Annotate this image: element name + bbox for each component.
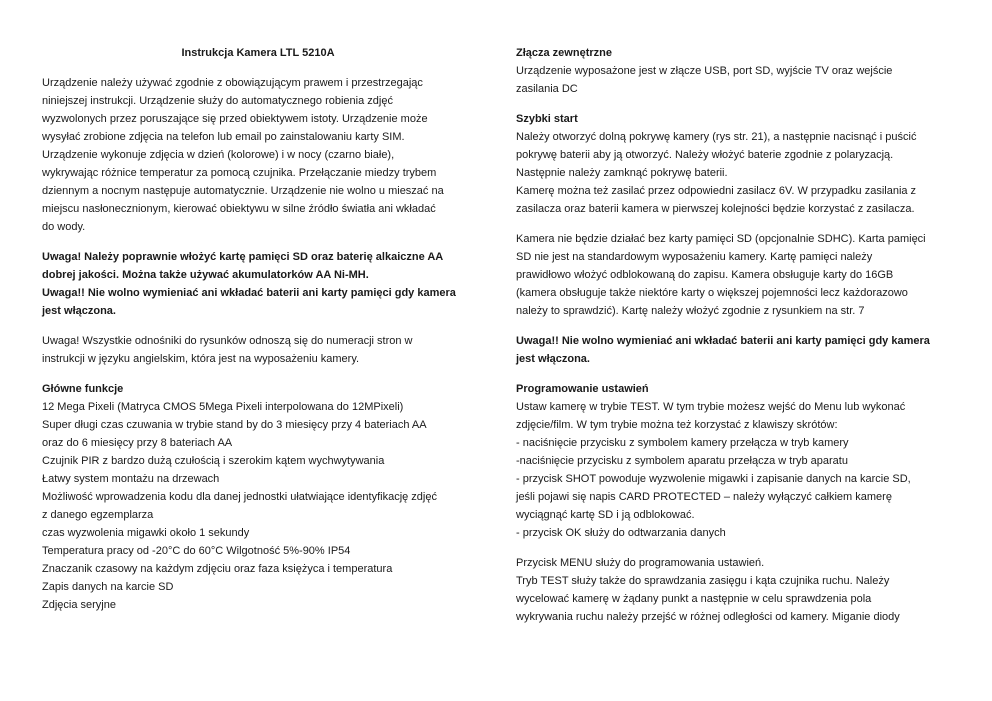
text-line: dobrej jakości. Można także używać akumulatorków AA Ni-MH. <box>42 269 369 281</box>
text-line: (kamera obsługuje także niektóre karty o większej pojemności lecz każdorazowo <box>516 287 908 299</box>
feature-item: Temperatura pracy od -20°C do 60°C Wilgotność 5%-90% IP54 <box>42 545 351 557</box>
quickstart-section <box>516 110 956 218</box>
text-line: wyzwolonych przez poruszające się przed obiektywem istoty. Urządzenie może <box>42 113 428 125</box>
features-heading: Główne funkcje <box>42 383 124 395</box>
text-line: - przycisk OK służy do odtwarzania danych <box>516 527 726 539</box>
text-line: Urządzenie wyposażone jest w złącze USB, port SD, wyjście TV oraz wejście <box>516 65 893 77</box>
feature-item: Znaczanik czasowy na każdym zdjęciu oraz faza księżyca i temperatura <box>42 563 393 575</box>
feature-item: Możliwość wprowadzenia kodu dla danej jednostki ułatwiające identyfikację zdjęć <box>42 491 437 503</box>
feature-item: oraz do 6 miesięcy przy 8 bateriach AA <box>42 437 233 449</box>
text-line: Urządzenie należy używać zgodnie z obowiązującym prawem i przestrzegając <box>42 77 423 89</box>
text-line: Ustaw kamerę w trybie TEST. W tym trybie możesz wejść do Menu lub wykonać <box>516 401 906 413</box>
right-column <box>516 44 956 638</box>
text-line: Przycisk MENU służy do programowania ustawień. <box>516 557 765 569</box>
text-line: miejscu nasłonecznionym, kierować obiektywu w silne źródło światła ani wkładać <box>42 203 436 215</box>
text-line: pokrywę baterii aby ją otworzyć. Należy włożyć baterie zgodnie z polaryzacją. <box>516 149 894 161</box>
text-line: Uwaga! Należy poprawnie włożyć kartę pamięci SD oraz baterię alkaiczne AA <box>42 251 444 263</box>
menu-paragraph <box>516 554 956 626</box>
text-line: jeśli pojawi się napis CARD PROTECTED – należy wyłączyć całkiem kamerę <box>516 491 892 503</box>
left-column <box>42 44 474 626</box>
text-line: wykrywając różnice temperatur za pomocą czujnika. Przełączanie miedzy trybem <box>42 167 437 179</box>
text-line: Uwaga!! Nie wolno wymieniać ani wkładać baterii ani karty pamięci gdy kamera <box>516 335 930 347</box>
connectors-heading: Złącza zewnętrzne <box>516 47 612 59</box>
programming-heading: Programowanie ustawień <box>516 383 649 395</box>
text-line: należy to sprawdzić). Kartę należy włożyć zgodnie z rysunkiem na str. 7 <box>516 305 865 317</box>
text-line: - przycisk SHOT powoduje wyzwolenie migawki i zapisanie danych na karcie SD, <box>516 473 911 485</box>
text-line: -naciśnięcie przycisku z symbolem aparatu przełącza w tryb aparatu <box>516 455 848 467</box>
feature-item: czas wyzwolenia migawki około 1 sekundy <box>42 527 250 539</box>
text-line: Uwaga! Wszystkie odnośniki do rysunków odnoszą się do numeracji stron w <box>42 335 413 347</box>
text-line: Kamerę można też zasilać przez odpowiedni zasilacz 6V. W przypadku zasilania z <box>516 185 917 197</box>
text-line: Uwaga!! Nie wolno wymieniać ani wkładać baterii ani karty pamięci gdy kamera <box>42 287 456 299</box>
text-line: Należy otworzyć dolną pokrywę kamery (rys str. 21), a następnie nacisnąć i puścić <box>516 131 917 143</box>
feature-item: Zdjęcia seryjne <box>42 599 116 611</box>
text-line: Urządzenie wykonuje zdjęcia w dzień (kolorowe) i w nocy (czarno białe), <box>42 149 395 161</box>
text-line: - naciśnięcie przycisku z symbolem kamery przełącza w tryb kamery <box>516 437 849 449</box>
feature-item: Super długi czas czuwania w trybie stand by do 3 miesięcy przy 4 bateriach AA <box>42 419 427 431</box>
feature-item: Zapis danych na karcie SD <box>42 581 174 593</box>
text-line: wysyłać zrobione zdjęcia na telefon lub email po zainstalowaniu karty SIM. <box>42 131 405 143</box>
feature-item: 12 Mega Pixeli (Matryca CMOS 5Mega Pixeli interpolowana do 12MPixeli) <box>42 401 404 413</box>
text-line: Kamera nie będzie działać bez karty pamięci SD (opcjonalnie SDHC). Karta pamięci <box>516 233 926 245</box>
text-line: zasilacza oraz baterii kamera w pierwszej kolejności będzie korzystać z zasilacza. <box>516 203 915 215</box>
feature-item: Czujnik PIR z bardzo dużą czułością i szerokim kątem wychwytywania <box>42 455 385 467</box>
feature-item: z danego egzemplarza <box>42 509 154 521</box>
text-line: prawidłowo włożyć odblokowaną do zapisu. Kamera obsługuje karty do 16GB <box>516 269 894 281</box>
warning2-paragraph <box>516 332 956 368</box>
quickstart-heading: Szybki start <box>516 113 578 125</box>
features-section <box>42 380 474 614</box>
text-line: wyciągnąć kartę SD i ją odblokować. <box>516 509 695 521</box>
feature-item: Łatwy system montażu na drzewach <box>42 473 220 485</box>
text-line: dziennym a nocnym następuje automatycznie. Urządzenie nie wolno u mieszać na <box>42 185 444 197</box>
text-line: Tryb TEST służy także do sprawdzania zasięgu i kąta czujnika ruchu. Należy <box>516 575 890 587</box>
text-line: instrukcji w języku angielskim, która jest na wyposażeniu kamery. <box>42 353 360 365</box>
text-line: wycelować kamerę w żądany punkt a następnie w celu sprawdzenia pola <box>516 593 872 605</box>
connectors-section <box>516 44 956 98</box>
text-line: niniejszej instrukcji. Urządzenie służy do automatycznego robienia zdjęć <box>42 95 393 107</box>
text-line: zasilania DC <box>516 83 578 95</box>
text-line: wykrywania ruchu należy przejść w różnej odległości od kamery. Miganie diody <box>516 611 900 623</box>
sdcard-paragraph <box>516 230 956 320</box>
text-line: do wody. <box>42 221 86 233</box>
programming-section <box>516 380 956 542</box>
document-title: Instrukcja Kamera LTL 5210A <box>181 47 335 59</box>
warning-paragraph <box>42 248 474 320</box>
text-line: zdjęcie/film. W tym trybie można też korzystać z klawiszy skrótów: <box>516 419 838 431</box>
text-line: jest włączona. <box>516 353 590 365</box>
text-line: Następnie należy zamknąć pokrywę baterii. <box>516 167 728 179</box>
text-line: SD nie jest na standardowym wyposażeniu kamery. Kartę pamięci należy <box>516 251 873 263</box>
text-line: jest włączona. <box>42 305 116 317</box>
note-paragraph <box>42 332 474 368</box>
intro-paragraph <box>42 74 474 236</box>
